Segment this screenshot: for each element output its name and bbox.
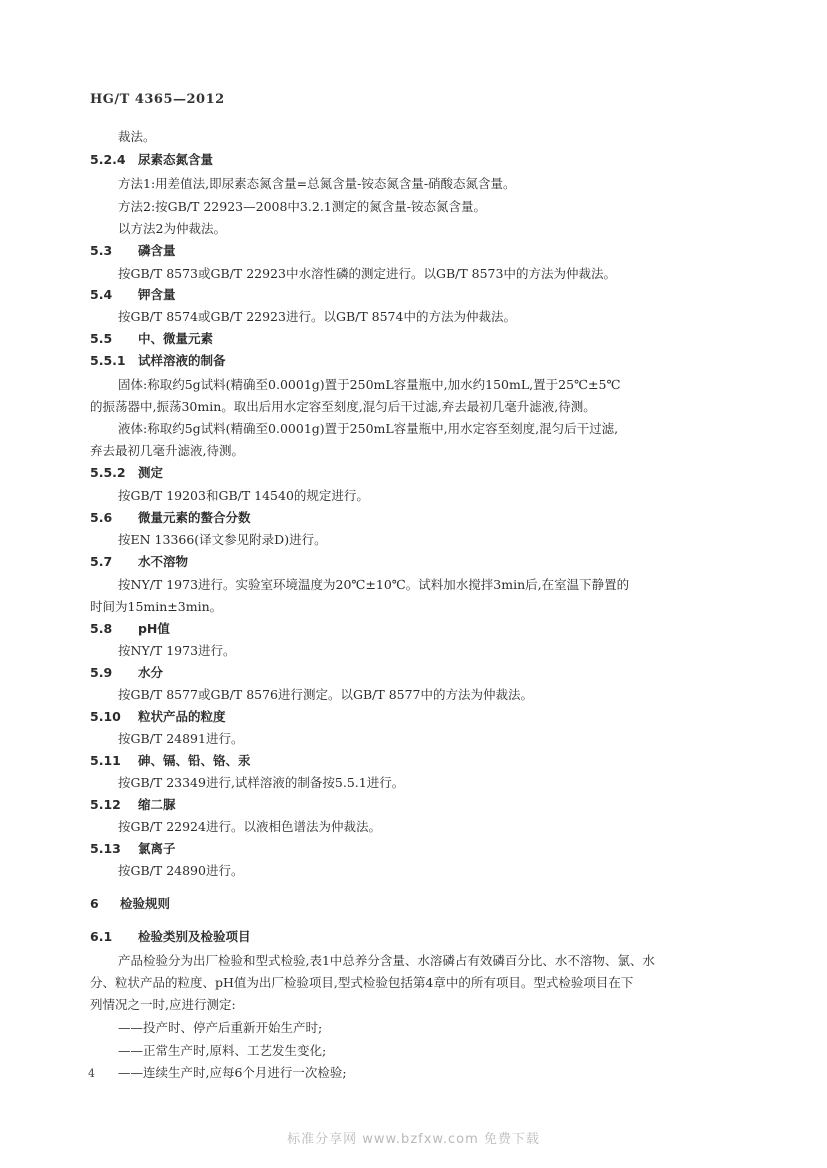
section-title: 尿素态氮含量 [137,152,213,167]
body-text: 列情况之一时,应进行测定: [90,997,236,1012]
list-item: ——连续生产时,应每6个月进行一次检验; [118,1065,347,1080]
section-number: 5.5 [90,331,113,346]
section-heading [90,620,170,638]
section-title: 微量元素的螯合分数 [137,510,251,525]
body-text: 按GB/T 24891进行。 [118,731,244,746]
section-title: 检验类别及检验项目 [137,929,251,944]
section-title: 试样溶液的制备 [137,353,226,368]
section-title: 中、微量元素 [137,331,213,346]
body-text: 方法1:用差值法,即尿素态氮含量=总氮含量-铵态氮含量-硝酸态氮含量。 [118,176,516,191]
body-text: 固体:称取约5g试料(精确至0.0001g)置于250mL容量瓶中,加水约150mL,置于25℃±5℃ [118,377,621,392]
section-title: 水分 [137,665,163,680]
section-number: 5.5.1 [90,353,126,368]
section-heading [90,895,170,913]
body-text: 按NY/T 1973进行。 [118,643,236,658]
body-text: 按NY/T 1973进行。实验室环境温度为20℃±10℃。试料加水搅拌3min后,在室温下静置的 [118,577,630,592]
section-number: 5.4 [90,287,113,302]
section-heading [90,664,163,682]
section-number: 6.1 [90,929,113,944]
section-heading [90,242,176,260]
section-title: pH值 [137,621,170,636]
section-title: 粒状产品的粒度 [137,709,226,724]
section-number: 5.7 [90,554,113,569]
section-title: 砷、镉、铅、铬、汞 [137,753,251,768]
body-text: 以方法2为仲裁法。 [118,221,226,236]
list-item: ——投产时、停产后重新开始生产时; [118,1020,323,1035]
section-heading [90,352,226,370]
list-item: ——正常生产时,原料、工艺发生变化; [118,1043,327,1058]
section-heading [90,928,251,946]
section-heading [90,840,176,858]
body-text: 时间为15min±3min。 [90,599,223,614]
section-heading [90,464,163,482]
page-number: 4 [88,1067,95,1080]
body-text: 按GB/T 24890进行。 [118,863,244,878]
section-title: 缩二脲 [137,797,176,812]
section-heading [90,553,188,571]
section-number: 5.9 [90,665,113,680]
body-text: 按GB/T 23349进行,试样溶液的制备按5.5.1进行。 [118,775,405,790]
body-text: 按GB/T 8573或GB/T 22923中水溶性磷的测定进行。以GB/T 8573中的方法为仲裁法。 [118,266,616,281]
body-text: 方法2:按GB/T 22923—2008中3.2.1测定的氮含量-铵态氮含量。 [118,199,486,214]
section-heading [90,330,213,348]
section-title: 水不溶物 [137,554,188,569]
section-heading [90,708,226,726]
body-text: 液体:称取约5g试料(精确至0.0001g)置于250mL容量瓶中,用水定容至刻度,混匀后干过滤, [118,421,619,436]
section-heading [90,796,176,814]
section-number: 5.11 [90,753,121,768]
section-title: 测定 [137,465,163,480]
section-title: 钾含量 [137,287,176,302]
section-heading [90,509,251,527]
section-number: 6 [90,896,99,911]
body-text: 的振荡器中,振荡30min。取出后用水定容至刻度,混匀后干过滤,弃去最初几毫升滤液,待测。 [90,399,596,414]
watermark: 标准分享网 www.bzfxw.com 免费下载 [287,1132,540,1147]
section-number: 5.5.2 [90,465,126,480]
section-heading [90,286,176,304]
section-title: 氯离子 [137,841,176,856]
body-text: 按GB/T 22924进行。以液相色谱法为仲裁法。 [118,819,381,834]
section-number: 5.2.4 [90,152,126,167]
body-text: 弃去最初几毫升滤液,待测。 [90,443,244,458]
section-number: 5.12 [90,797,121,812]
section-number: 5.10 [90,709,121,724]
body-text: 按GB/T 8577或GB/T 8576进行测定。以GB/T 8577中的方法为仲裁法。 [118,687,534,702]
section-heading [90,752,251,770]
section-title: 磷含量 [137,243,176,258]
body-text: 按GB/T 8574或GB/T 22923进行。以GB/T 8574中的方法为仲裁法。 [118,309,516,324]
standard-code: HG/T 4365—2012 [90,92,225,107]
body-text: 按GB/T 19203和GB/T 14540的规定进行。 [118,488,369,503]
body-text: 产品检验分为出厂检验和型式检验,表1中总养分含量、水溶磷占有效磷百分比、水不溶物、氯、水 [118,953,655,968]
section-number: 5.6 [90,510,113,525]
body-text: 分、粒状产品的粒度、pH值为出厂检验项目,型式检验包括第4章中的所有项目。型式检验项目在下 [90,975,634,990]
section-number: 5.13 [90,841,121,856]
body-text: 裁法。 [118,129,156,144]
section-title: 检验规则 [119,896,170,911]
section-number: 5.8 [90,621,113,636]
body-text: 按EN 13366(译文参见附录D)进行。 [118,532,327,547]
section-heading [90,151,213,169]
section-number: 5.3 [90,243,113,258]
